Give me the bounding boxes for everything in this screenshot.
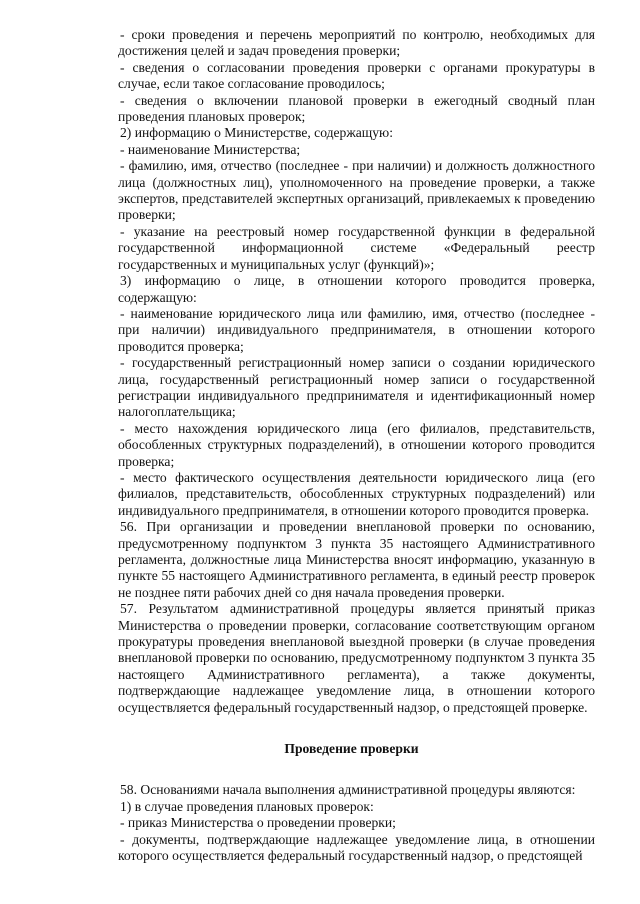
paragraph: - фамилию, имя, отчество (последнее - при наличии) и должность должностного лица (должностных лиц), уполномоченного на проведение проверки, а также экспертов, представителей экспертных организаций, привлекаемых к проведению проверки; [118,158,595,223]
paragraph: - государственный регистрационный номер записи о создании юридического лица, государственный регистрационный номер записи о государственной регистрации индивидуального предпринимателя и идентификационный номер налогоплательщика; [118,355,595,420]
paragraph: - место фактического осуществления деятельности юридического лица (его филиалов, представительств, обособленных структурных подразделений) или индивидуального предпринимателя, в отношении которого проводится проверка. [118,469,595,518]
paragraph: - указание на реестровый номер государственной функции в федеральной государственной информационной системе «Федеральный реестр государственных и муниципальных услуг (функций)»; [118,223,595,272]
paragraph: - сведения о согласовании проведения проверки с органами прокуратуры в случае, если такое согласование проводилось; [118,59,595,92]
paragraph: - документы, подтверждающие надлежащее уведомление лица, в отношении которого осуществляется федеральный государственный надзор, о предстоящей [118,831,595,864]
paragraph: - наименование Министерства; [120,141,301,157]
section-heading: Проведение проверки [284,741,419,757]
text-block-top [118,27,595,716]
paragraph: 2) информацию о Министерстве, содержащую: [120,125,393,141]
paragraph: 58. Основаниями начала выполнения административной процедуры являются: [120,782,576,798]
paragraph: 56. При организации и проведении внеплановой проверки по основанию, предусмотренному подпунктом 3 пункта 35 настоящего Административного регламента, должностные лица Министерства вносят информацию, указанную в пункте 55 настоящего Административного регламента, в единый реестр проверок не позднее пяти рабочих дней со дня начала проведения проверки. [118,519,595,600]
paragraph: 3) информацию о лице, в отношении которого проводится проверка, содержащую: [118,273,595,305]
paragraph: - приказ Министерства о проведении проверки; [120,815,396,831]
paragraph: - сведения о включении плановой проверки в ежегодный сводный план проведения плановых проверок; [118,92,595,125]
paragraph: 1) в случае проведения плановых проверок: [120,798,374,814]
text-block-bottom [118,782,595,864]
paragraph: - место нахождения юридического лица (его филиалов, представительств, обособленных структурных подразделений), в отношении которого проводится проверка; [118,420,595,469]
paragraph: 57. Результатом административной процедуры является принятый приказ Министерства о проведении проверки, согласование соответствующим органом прокуратуры проведения внеплановой выездной проверки (в случае проведения внеплановой проверки по основанию, предусмотренному подпунктом 3 пункта 35 настоящего Административного регламента), а также документы, подтверждающие надлежащее уведомление лица, в отношении которого осуществляется федеральный государственный надзор, о предстоящей проверке. [118,601,595,715]
paragraph: - сроки проведения и перечень мероприятий по контролю, необходимых для достижения целей и задач проведения проверки; [118,27,595,59]
paragraph: - наименование юридического лица или фамилию, имя, отчество (последнее - при наличии) индивидуального предпринимателя, в отношении которого проводится проверка; [118,305,595,354]
